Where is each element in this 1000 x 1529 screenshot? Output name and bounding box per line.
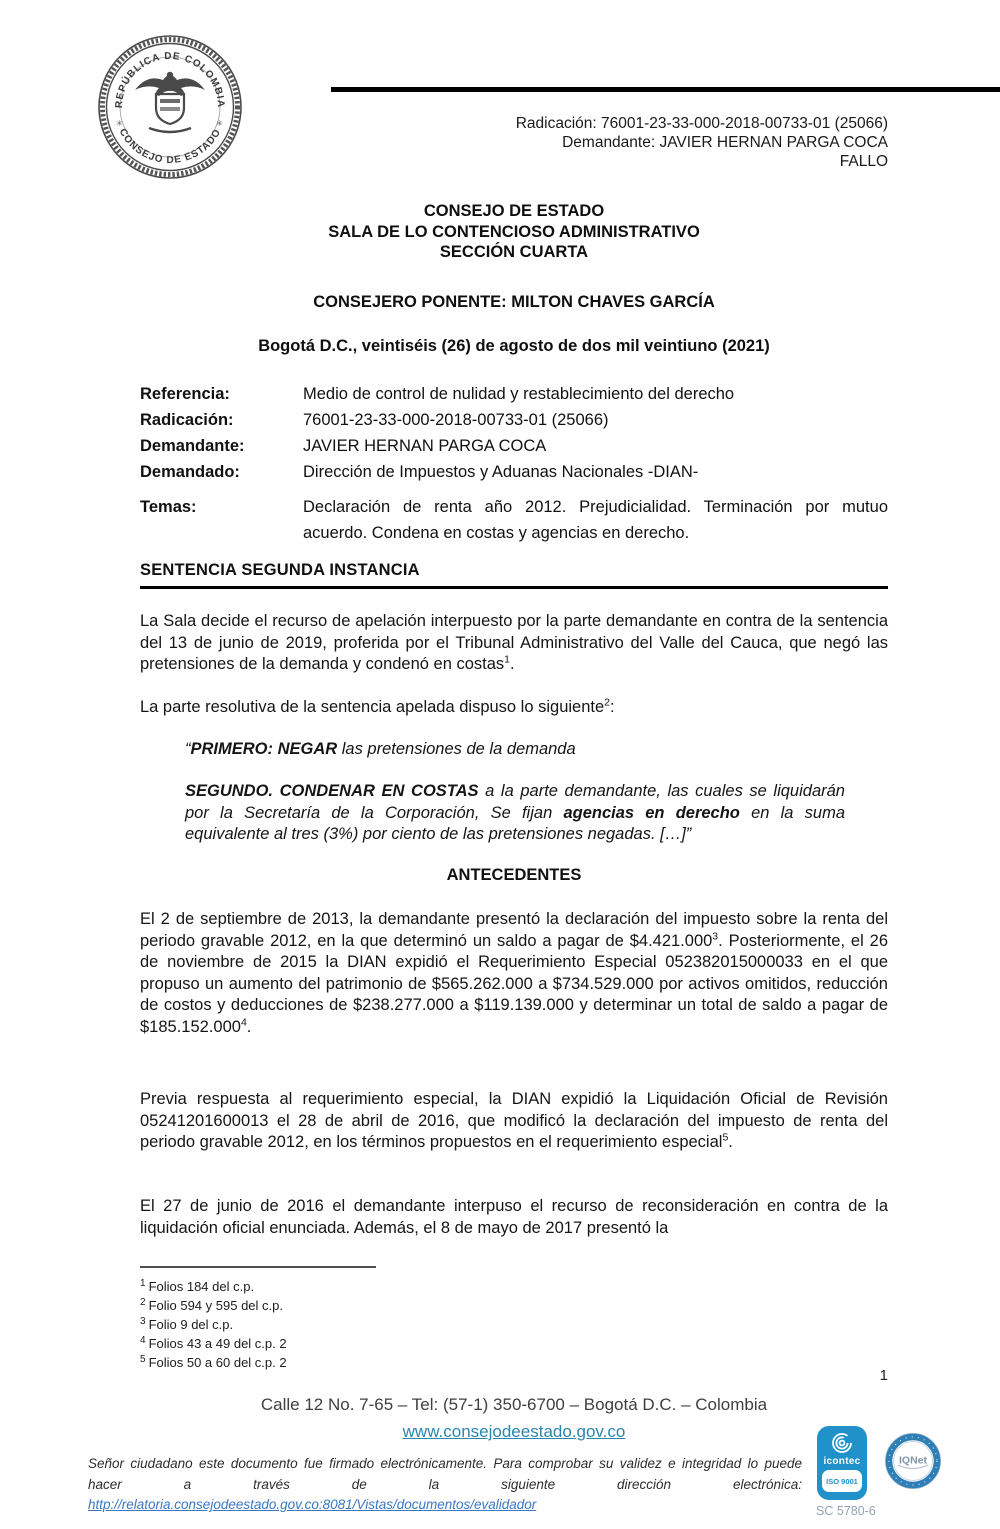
iqnet-badge: [884, 1432, 942, 1490]
paragraph-1-text: La Sala decide el recurso de apelación interpuesto por la parte demandante en contra de la sentencia del 13 de junio de 2019, proferida por el Tribunal Administrativo del Valle del Cauca, que negó las pretensiones de la demanda y condenó en costas: [140, 612, 888, 673]
footnote-5: [140, 1353, 888, 1372]
cert-code: SC 5780-6: [816, 1504, 876, 1518]
paragraph-4-text: Previa respuesta al requerimiento especial, la DIAN expidió la Liquidación Oficial de Revisión 05241201600013 el 28 de abril de 2016, que modificó la declaración del impuesto de renta del periodo gravable 2012, en los términos propuestos en el requerimiento especial: [140, 1090, 888, 1151]
demandante-value: JAVIER HERNAN PARGA COCA: [303, 437, 547, 455]
icontec-badge: [817, 1426, 867, 1500]
footnote-2-text: Folio 594 y 595 del c.p.: [148, 1298, 283, 1313]
temas-value: Declaración de renta año 2012. Prejudicialidad. Terminación por mutuo acuerdo. Condena en costas y agencias en derecho.: [303, 498, 888, 542]
temas-row: [140, 495, 888, 546]
radicacion-label: Radicación:: [140, 411, 234, 429]
paragraph-2: [140, 697, 888, 719]
quote-segundo-rest2: en la suma equivalente al tres (3%) por ciento de las pretensiones negadas. […]”: [185, 803, 846, 843]
footnote-4-number: 4: [140, 1334, 146, 1346]
reference-block: [140, 381, 888, 485]
paragraph-1: [140, 611, 888, 676]
reference-value: Medio de control de nulidad y restablecimiento del derecho: [303, 385, 735, 403]
court-name: CONSEJO DE ESTADO: [423, 202, 605, 220]
case-fallo: FALLO: [839, 153, 888, 170]
court-section: SECCIÓN CUARTA: [439, 243, 589, 261]
consejo-de-estado-seal-icon: [97, 34, 243, 180]
court-title-block: [140, 201, 888, 263]
quote-primero-rest: las pretensiones de la demanda: [337, 740, 576, 758]
footnote-ref-1: 1: [504, 653, 511, 666]
paragraph-3-end: .: [246, 1017, 252, 1036]
demandado-value: Dirección de Impuestos y Aduanas Nacionales -DIAN-: [303, 463, 699, 481]
temas-label: Temas:: [140, 498, 197, 516]
footnote-1: [140, 1277, 888, 1296]
paragraph-3: [140, 909, 888, 1038]
footnote-5-number: 5: [140, 1353, 146, 1365]
case-header: [516, 114, 888, 171]
paragraph-5: El 27 de junio de 2016 el demandante interpuso el recurso de reconsideración en contra de la liquidación oficial enunciada. Además, el 8 de mayo de 2017 presentó la: [140, 1197, 888, 1237]
quote-primero-bold: PRIMERO: NEGAR: [190, 740, 338, 758]
validator-link[interactable]: http://relatoria.consejodeestado.gov.co:8081/Vistas/documentos/evalidador: [88, 1497, 537, 1512]
footer-address-block: [140, 1391, 888, 1445]
icontec-label: icontec: [823, 1456, 861, 1467]
court-chamber: SALA DE LO CONTENCIOSO ADMINISTRATIVO: [328, 222, 700, 241]
quote-segundo-rest1: a la parte demandante, las cuales se liquidarán por la Secretaría de la Corporación, Se fijan: [185, 782, 845, 822]
paragraph-2-end: :: [610, 698, 615, 716]
signature-note: [88, 1454, 802, 1516]
seal-bottom-text: CONSEJO DE ESTADO: [116, 126, 224, 167]
seal-condor-emblem: [135, 72, 205, 132]
footnote-4: [140, 1334, 888, 1353]
footnote-3: [140, 1315, 888, 1334]
case-radicacion: Radicación: 76001-23-33-000-2018-00733-01 (25066): [515, 115, 888, 132]
radicacion-value: 76001-23-33-000-2018-00733-01 (25066): [303, 411, 609, 429]
header-rule: [331, 87, 1000, 92]
icontec-iso-label: ISO 9001: [822, 1470, 862, 1492]
case-demandante: Demandante: JAVIER HERNAN PARGA COCA: [562, 134, 888, 151]
paragraph-4: [140, 1089, 888, 1154]
demandante-label: Demandante:: [140, 437, 245, 455]
quote-primero: [185, 739, 845, 761]
icontec-spiral-icon: [830, 1431, 854, 1455]
footnote-4-text: Folios 43 a 49 del c.p. 2: [148, 1336, 287, 1351]
footnote-ref-5: 5: [722, 1131, 729, 1144]
paragraph-1-end: .: [510, 655, 515, 673]
quote-segundo-bold: SEGUNDO. CONDENAR EN COSTAS: [185, 782, 479, 800]
quote-open-mark: “: [185, 740, 191, 758]
signature-note-text: Señor ciudadano este documento fue firmado electrónicamente. Para comprobar su validez e integridad lo puede hacer a través de la siguiente dirección electrónica:: [88, 1456, 802, 1492]
quote-agencias-bold: agencias en derecho: [563, 803, 740, 822]
footnote-3-number: 3: [140, 1315, 146, 1327]
footnote-1-number: 1: [140, 1277, 146, 1289]
quote-segundo: [185, 781, 845, 846]
footer-website-link[interactable]: www.consejodeestado.gov.co: [402, 1422, 626, 1441]
paragraph-2-text: La parte resolutiva de la sentencia apelada dispuso lo siguiente: [140, 698, 605, 716]
footnote-ref-2: 2: [604, 696, 610, 709]
iqnet-label: IQNet: [898, 1454, 928, 1467]
reference-label: Referencia:: [140, 385, 230, 403]
paragraph-3-part-b: . Posteriormente, el 26 de noviembre de 2015 la DIAN expidió el Requerimiento Especial 052382015000033 en el que propuso un aumento del patrimonio de $565.262.000 a $734.529.000 por activos omitidos, reducción de costos y deducciones de $238.277.000 a $119.139.000 y determinar un total de saldo a pagar de $185.152.000: [140, 931, 889, 1036]
seal-star-right: ✳: [216, 119, 223, 128]
demandado-label: Demandado:: [140, 463, 240, 481]
footer-address: Calle 12 No. 7-65 – Tel: (57-1) 350-6700 – Bogotá D.C. – Colombia: [260, 1395, 768, 1414]
footnotes-block: [140, 1277, 888, 1372]
footnote-ref-3: 3: [712, 930, 719, 942]
footnote-ref-4: 4: [240, 1016, 247, 1028]
seal-star-left: ✳: [116, 119, 123, 128]
section-heading-sentencia: SENTENCIA SEGUNDA INSTANCIA: [140, 561, 888, 589]
footnote-2-number: 2: [140, 1296, 146, 1308]
seal-top-text: REPÚBLICA DE COLOMBIA: [113, 50, 227, 109]
footnote-2: [140, 1296, 888, 1315]
footnote-separator: [140, 1266, 376, 1268]
page-number: 1: [879, 1367, 888, 1384]
ponente-line: CONSEJERO PONENTE: MILTON CHAVES GARCÍA: [313, 293, 715, 311]
antecedentes-heading: ANTECEDENTES: [446, 866, 582, 884]
footnote-1-text: Folios 184 del c.p.: [148, 1279, 255, 1294]
footnote-3-text: Folio 9 del c.p.: [148, 1317, 234, 1332]
date-line: Bogotá D.C., veintiséis (26) de agosto de dos mil veintiuno (2021): [258, 337, 770, 355]
paragraph-3-part-a: El 2 de septiembre de 2013, la demandante presentó la declaración del impuesto sobre la renta del periodo gravable 2012, en la que determinó un saldo a pagar de $4.421.000: [140, 910, 888, 950]
footnote-5-text: Folios 50 a 60 del c.p. 2: [148, 1355, 287, 1370]
paragraph-4-end: .: [728, 1133, 733, 1151]
